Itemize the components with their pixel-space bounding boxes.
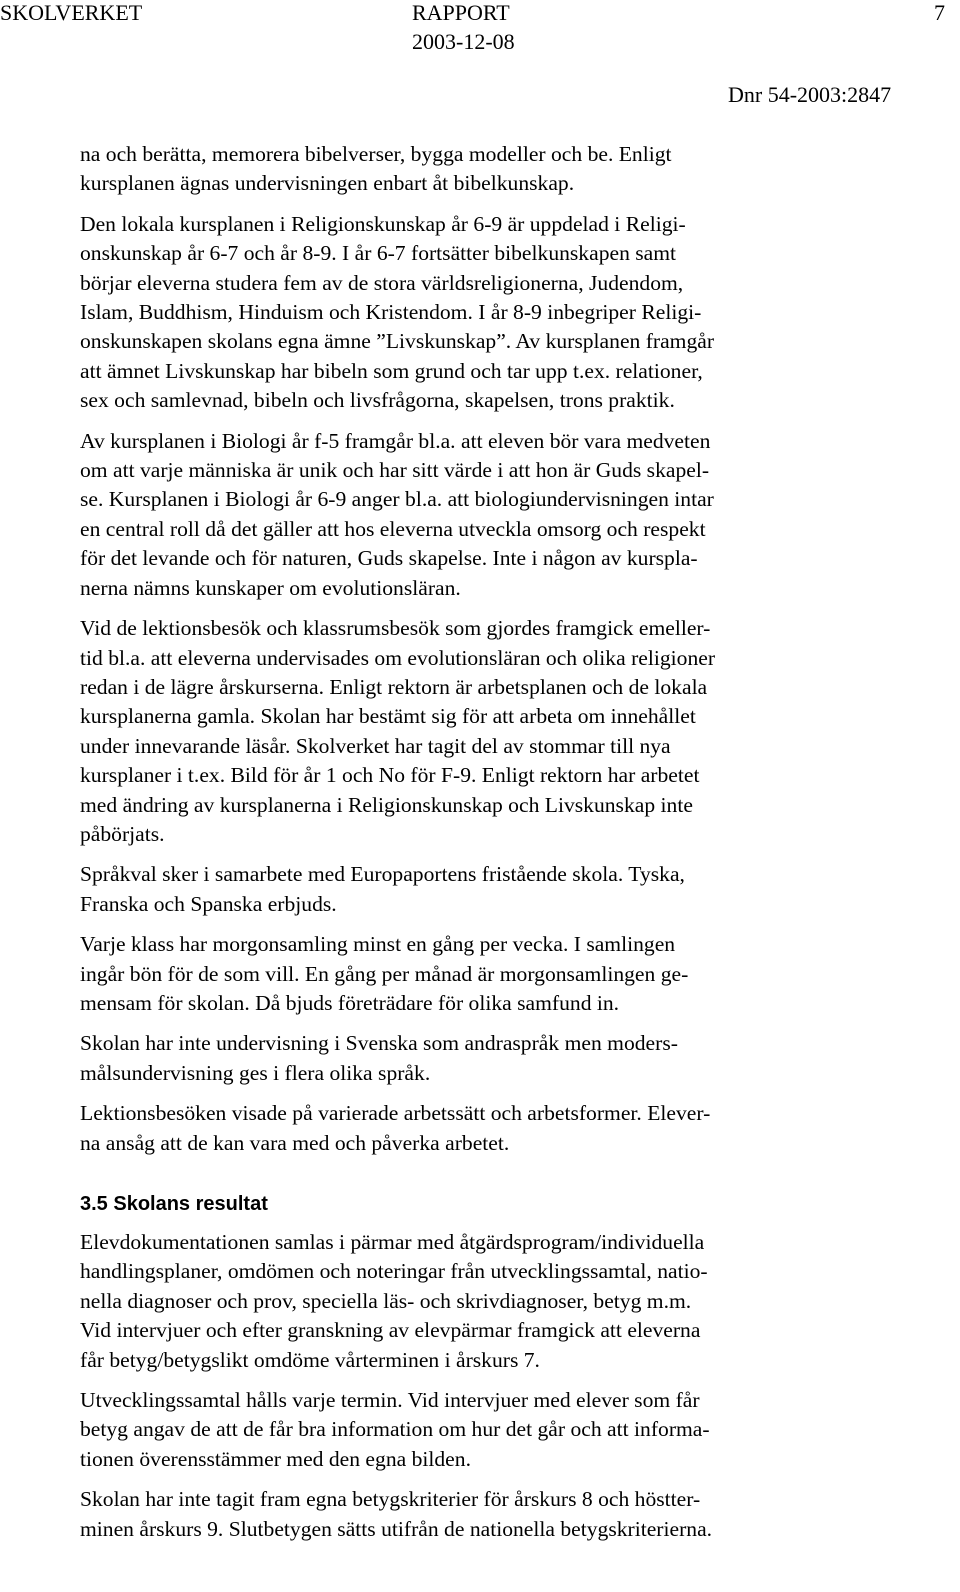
text-line: med ändring av kursplanerna i Religionskunskap och Livskunskap inte xyxy=(80,792,693,817)
text-line: na ansåg att de kan vara med och påverka arbetet. xyxy=(80,1130,510,1155)
text-line: Utvecklingssamtal hålls varje termin. Vid intervjuer med elever som får xyxy=(80,1388,700,1413)
text-line: nerna nämns kunskaper om evolutionsläran. xyxy=(80,575,461,600)
text-line: om att varje människa är unik och har sitt värde i att hon är Guds skapel- xyxy=(80,458,710,483)
document-body xyxy=(80,140,870,1555)
paragraph xyxy=(80,1386,870,1474)
text-line: Elevdokumentationen samlas i pärmar med åtgärdsprogram/individuella xyxy=(80,1230,705,1254)
paragraph xyxy=(80,1029,870,1088)
text-line: mensam för skolan. Då bjuds företrädare för olika samfund in. xyxy=(80,990,620,1015)
section-heading: 3.5 Skolans resultat xyxy=(80,1193,268,1215)
paragraph xyxy=(80,614,870,849)
text-line: Skolan har inte undervisning i Svenska som andraspråk men moders- xyxy=(80,1031,678,1056)
text-line: Lektionsbesöken visade på varierade arbetssätt och arbetsformer. Elever- xyxy=(80,1101,711,1126)
text-line: Av kursplanen i Biologi år f-5 framgår bl.a. att eleven bör vara medveten xyxy=(80,428,711,453)
text-line: Islam, Buddhism, Hinduism och Kristendom. I år 8-9 inbegriper Religi- xyxy=(80,300,702,325)
paragraph xyxy=(80,1228,870,1375)
paragraph xyxy=(80,427,870,603)
text-line: minen årskurs 9. Slutbetygen sätts utifrån de nationella betygskriterierna. xyxy=(80,1516,713,1541)
paragraph xyxy=(80,1099,870,1158)
text-line: kursplanerna gamla. Skolan har bestämt sig för att arbeta om innehållet xyxy=(80,704,696,729)
text-line: Franska och Spanska erbjuds. xyxy=(80,891,337,916)
text-line: kursplaner i t.ex. Bild för år 1 och No för F-9. Enligt rektorn har arbetet xyxy=(80,763,700,788)
diary-number: Dnr 54-2003:2847 xyxy=(728,82,892,107)
header-date: 2003-12-08 xyxy=(412,29,515,54)
text-line: Skolan har inte tagit fram egna betygskriterier för årskurs 8 och höstter- xyxy=(80,1487,701,1512)
text-line: Varje klass har morgonsamling minst en gång per vecka. I samlingen xyxy=(80,932,676,957)
text-line: betyg angav de att de får bra information om hur det går och att informa- xyxy=(80,1417,710,1442)
text-line: Språkval sker i samarbete med Europaportens fristående skola. Tyska, xyxy=(80,862,685,887)
text-line: börjar eleverna studera fem av de stora världsreligionerna, Judendom, xyxy=(80,270,684,295)
text-line: målsundervisning ges i flera olika språk. xyxy=(80,1060,431,1085)
text-line: tid bl.a. att eleverna undervisades om evolutionsläran och olika religioner xyxy=(80,645,716,670)
paragraph xyxy=(80,140,870,199)
text-line: att ämnet Livskunskap har bibeln som grund och tar upp t.ex. relationer, xyxy=(80,358,703,383)
text-line: en central roll då det gäller att hos eleverna utveckla omsorg och respekt xyxy=(80,516,706,541)
text-line: kursplanen ägnas undervisningen enbart åt bibelkunskap. xyxy=(80,171,575,196)
text-line: för det levande och för naturen, Guds skapelse. Inte i någon av kurspla- xyxy=(80,546,698,571)
text-line: påbörjats. xyxy=(80,821,165,846)
page-number: 7 xyxy=(934,0,945,25)
text-line: under innevarande läsår. Skolverket har tagit del av stommar till nya xyxy=(80,733,671,758)
text-line: ingår bön för de som vill. En gång per månad är morgonsamlingen ge- xyxy=(80,961,689,986)
paragraphs-before-section xyxy=(80,140,870,1158)
text-line: na och berätta, memorera bibelverser, bygga modeller och be. Enligt xyxy=(80,142,672,166)
text-line: se. Kursplanen i Biologi år 6-9 anger bl.a. att biologiundervisningen intar xyxy=(80,487,714,512)
text-line: Vid de lektionsbesök och klassrumsbesök som gjordes framgick emeller- xyxy=(80,616,711,641)
paragraphs-after-section xyxy=(80,1228,870,1544)
text-line: sex och samlevnad, bibeln och livsfrågorna, skapelsen, trons praktik. xyxy=(80,388,675,413)
text-line: onskunskapen skolans egna ämne ”Livskunskap”. Av kursplanen framgår xyxy=(80,329,715,354)
text-line: handlingsplaner, omdömen och noteringar från utvecklingssamtal, natio- xyxy=(80,1259,708,1284)
text-line: nella diagnoser och prov, speciella läs- och skrivdiagnoser, betyg m.m. xyxy=(80,1288,692,1313)
text-line: onskunskap år 6-7 och år 8-9. I år 6-7 fortsätter bibelkunskapen samt xyxy=(80,241,677,266)
paragraph xyxy=(80,860,870,919)
text-line: tionen överensstämmer med den egna bilden. xyxy=(80,1446,471,1471)
header-document-type: RAPPORT xyxy=(412,0,510,25)
text-line: Den lokala kursplanen i Religionskunskap år 6-9 är uppdelad i Religi- xyxy=(80,211,686,236)
text-line: Vid intervjuer och efter granskning av elevpärmar framgick att eleverna xyxy=(80,1318,701,1343)
paragraph xyxy=(80,930,870,1018)
header-organization: SKOLVERKET xyxy=(0,0,143,25)
text-line: får betyg/betygslikt omdöme vårterminen i årskurs 7. xyxy=(80,1347,540,1372)
paragraph xyxy=(80,1485,870,1544)
text-line: redan i de lägre årskurserna. Enligt rektorn är arbetsplanen och de lokala xyxy=(80,674,708,699)
paragraph xyxy=(80,210,870,416)
